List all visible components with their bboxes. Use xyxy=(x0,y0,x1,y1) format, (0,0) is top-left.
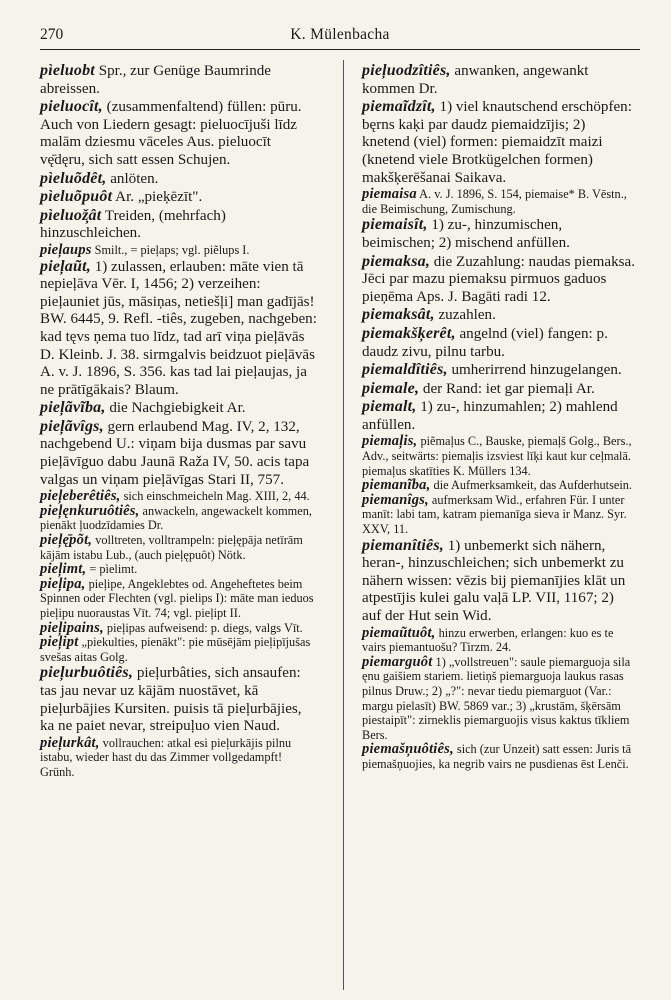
entry-definition: 1) zu-, hinzumahlen; 2) mahlend anfüllen. xyxy=(362,399,618,433)
entry-definition: 1) zu-, hinzumischen, beimischen; 2) mischend anfüllen. xyxy=(362,217,570,251)
entry-headword: piemaksât, xyxy=(362,306,435,324)
dictionary-entry xyxy=(40,489,318,504)
entry-headword: pieļimt, xyxy=(40,561,87,578)
dictionary-entry xyxy=(362,626,636,655)
dictionary-entry xyxy=(40,188,318,207)
entry-definition: Ar. „pieķēzīt". xyxy=(112,189,203,206)
entry-definition: anlöten. xyxy=(106,170,159,187)
entry-headword: piemašņuôtiês, xyxy=(362,741,454,758)
dictionary-entry xyxy=(40,736,318,780)
entry-definition: volltreten, volltrampeln: pieļępāja netīrām kājām istabu Lub., (auch pieļępuôt) Nötk. xyxy=(40,533,303,562)
entry-headword: pieļurbuôtiês, xyxy=(40,664,134,682)
entry-headword: piemaldîtiês, xyxy=(362,361,448,379)
dictionary-entry xyxy=(40,170,318,189)
dictionary-entry xyxy=(362,306,636,325)
entry-headword: piemalt, xyxy=(362,398,417,416)
entry-headword: pieļãvîgs, xyxy=(40,417,104,435)
dictionary-entry xyxy=(362,325,636,361)
header-rule xyxy=(40,49,640,50)
entry-definition: anwackeln, angewackelt kommen, pienākt ļuodzīdamies Dr. xyxy=(40,503,312,533)
entry-definition: sich (zur Unzeit) satt essen: Juris tā piemašņuojies, ka negrib vairs ne pusdienas ēst Lenči. xyxy=(362,742,632,771)
dictionary-entry xyxy=(40,258,318,400)
entry-headword: pieļeberêtiês, xyxy=(40,488,121,505)
page-number: 270 xyxy=(40,26,64,43)
dictionary-entry xyxy=(362,62,636,98)
dictionary-entry xyxy=(40,533,318,562)
entry-definition: Treiden, (mehrfach) hinzuschleichen. xyxy=(40,207,226,242)
dictionary-entry xyxy=(362,98,636,187)
dictionary-entry xyxy=(40,418,318,489)
entry-definition: zuzahlen. xyxy=(434,307,496,324)
entry-definition: die Aufmerksamkeit, das Aufderhutsein. xyxy=(430,478,632,493)
dictionary-entry xyxy=(362,434,636,478)
entry-definition: gern erlaubend Mag. IV, 2, 132, nachgebend U.: viņam bija dusmas par savu pieļāvīguo dabu Jaunā Raža IV, 50. acis tapa valgas un viņam pieļāvīgas Stari II, 757. xyxy=(40,418,310,488)
dictionary-entry xyxy=(40,62,318,98)
entry-definition: 1) unbemerkt sich nähern, heran-, hinzuschleichen; sich unbemerkt zu nähern wissen: vēzis bij piemanījies klāt un atpestījis kulei galu vaļā LP. VII, 1167; 2) auf der Hut sein Wid. xyxy=(362,537,626,624)
entry-headword: piemakšķerêt, xyxy=(362,324,456,342)
column-divider xyxy=(343,60,344,990)
dictionary-entry xyxy=(40,207,318,243)
dictionary-entry xyxy=(362,398,636,434)
entry-headword: pieļurkât, xyxy=(40,734,100,751)
entry-headword: pieļuodzîtiês, xyxy=(362,62,451,79)
dictionary-entry xyxy=(40,504,318,533)
dictionary-entry xyxy=(362,493,636,537)
entry-definition: die Zuzahlung: naudas piemaksa. Jēci par mazu piemaksu pirmuos gaduos pieņēma Aps. J. Bagāti radi 12. xyxy=(362,253,635,305)
right-column xyxy=(362,62,636,772)
entry-definition: die Nachgiebigkeit Ar. xyxy=(105,400,246,417)
entry-definition: der Rand: iet gar piemaļi Ar. xyxy=(419,380,595,397)
dictionary-entry xyxy=(362,478,636,493)
dictionary-entry xyxy=(362,216,636,252)
entry-headword: piemaĩdzît, xyxy=(362,98,436,116)
dictionary-entry xyxy=(362,380,636,399)
entry-headword: pieļę̄põt, xyxy=(40,532,93,549)
dictionary-entry xyxy=(40,635,318,664)
entry-headword: piemaisît, xyxy=(362,216,428,234)
entry-definition: anwanken, angewankt kommen Dr. xyxy=(362,63,589,97)
entry-headword: pìeluobt xyxy=(40,62,95,79)
entry-definition: Spr., zur Genüge Baumrinde abreissen. xyxy=(40,63,271,97)
entry-definition: vollrauchen: atkal esi pieļurkājis pilnu istabu, wieder hast du das Zimmer vollgedampft! Grünh. xyxy=(40,735,292,779)
entry-headword: piemanîtiês, xyxy=(362,536,444,554)
entry-headword: piemale, xyxy=(362,379,420,397)
dictionary-entry xyxy=(40,399,318,418)
entry-definition: 1) viel knautschend erschöpfen: bęrns kaķi par daudz piemaidzījis; 2) knetend (viel) formen: piemaidzīt maizi (knetend viele Brotkügelchen formen) makšķerēšanai Saikava. xyxy=(362,99,632,186)
entry-headword: pieļipt xyxy=(40,634,79,651)
entry-definition: pieļurbâties, sich ansaufen: tas jau nevar uz kājām nuostāvet, kā pieļurbājies Kursiten. puisis tā pieļurbājies, ka ne paiet nevar, streipuļuo vien Naud. xyxy=(40,665,302,735)
dictionary-entry xyxy=(40,562,318,577)
entry-definition: umherirrend hinzugelangen. xyxy=(447,362,622,379)
dictionary-entry xyxy=(362,187,636,216)
dictionary-entry xyxy=(40,577,318,621)
entry-headword: pieļipains, xyxy=(40,619,104,636)
entry-headword: piemaksa, xyxy=(362,252,431,270)
entry-definition: sich einschmeicheln Mag. XIII, 2, 44. xyxy=(120,489,310,504)
entry-headword: pieļipa, xyxy=(40,575,86,592)
entry-headword: pieļãvĩba, xyxy=(40,399,106,417)
entry-definition: pieļipe, Angeklebtes od. Angeheftetes beim Spinnen oder Flechten (vgl. pielips I): māte man ieduos pieļipu nuoraustas Vīt. 74; vgl. pieļipt II. xyxy=(40,576,314,620)
dictionary-entry xyxy=(362,537,636,626)
dictionary-entry xyxy=(40,98,318,169)
entry-headword: pieļaups xyxy=(40,241,92,258)
entry-headword: pieļaũt, xyxy=(40,257,91,275)
entry-headword: piemaũtuôt, xyxy=(362,624,436,641)
entry-headword: pieļęnkuruôtiês, xyxy=(40,502,140,519)
entry-headword: pìeluõdêt, xyxy=(40,169,107,187)
entry-definition: (zusammenfaltend) füllen: pūru. Auch von Liedern gesagt: pieluocījuši līdz malām dziesmu vāceles Aus. pieluocīt vę̄dęru, sich satt essen Schujen. xyxy=(40,99,302,168)
entry-definition: „piekulties, pienākt": pie mūsējām pieļipījušas svešas aitas Golg. xyxy=(40,635,311,664)
entry-headword: pìeluož̦ât xyxy=(40,206,102,224)
page-header xyxy=(40,26,640,46)
dictionary-entry xyxy=(362,655,636,743)
dictionary-entry xyxy=(362,361,636,380)
dictionary-entry xyxy=(40,664,318,735)
entry-headword: piemanĩba, xyxy=(362,477,431,494)
entry-headword: pìeluõpuôt xyxy=(40,188,113,206)
entry-headword: piemaisa xyxy=(362,186,417,203)
entry-definition: piẽmaļus C., Bauske, piemaļš Golg., Bers., Adv., seitwärts: piemaļis izsviest līķi kaut kur ceļmalā. piemaļus skatīties K. Müllers 134. xyxy=(362,434,632,478)
entry-headword: pieluocît, xyxy=(40,98,103,116)
dictionary-entry xyxy=(362,742,636,771)
entry-headword: piemarguôt xyxy=(362,653,433,670)
entry-definition: A. v. J. 1896, S. 154, piemaise* B. Vēstn., die Beimischung, Zumischung. xyxy=(362,187,627,216)
entry-definition: aufmerksam Wid., erfahren Für. I unter manīt: labi tam, katram piemanīga sieva ir Manz. Syr. XXV, 11. xyxy=(362,492,627,537)
entry-definition: pieļipas aufweisend: p. diegs, valgs Vīt. xyxy=(103,620,303,635)
entry-definition: = pìelimt. xyxy=(86,562,138,577)
entry-definition: 1) „vollstreuen": saule piemarguoja sila ęnu gaišiem stariem. lietiņš piemarguoja laukus rasas pilnus Druw.; 2) „?": nevar tiedu piemarguot (Var.: margu pielasīt) BW. 5869 var.; 3) „krustām, šķērsām piestaipīt": zirneklis piemarguojis visus kaktus tīkliem Bers. xyxy=(362,654,631,742)
dictionary-entry xyxy=(362,253,636,307)
left-column xyxy=(40,62,318,780)
entry-headword: piemaļis, xyxy=(362,433,418,450)
dictionary-entry xyxy=(40,621,318,636)
entry-definition: angelnd (viel) fangen: p. daudz zivu, pilnu tarbu. xyxy=(362,325,608,360)
dictionary-entry xyxy=(40,243,318,258)
entry-definition: Smilt., = pieļaps; vgl. piẽlups I. xyxy=(91,242,250,257)
running-title: K. Mülenbacha xyxy=(290,26,390,43)
entry-headword: piemanîgs, xyxy=(362,491,429,508)
entry-definition: 1) zulassen, erlauben: māte vien tā nepieļāva Vēr. I, 1456; 2) verzeihen: pieļauniet jūs, māsiņas, netiešļi] man gadījās! BW. 6445, 9. Refl. -tiês, zugeben, nachgeben: kad tęvs ņema tuo līdz, tad arī viņa pieļāvās D. Kleinb. J. 38. sirmgalvis beidzuot pieļāvās A. v. J. 1896, S. 356. kas tad lai pieļaujas, ja ne prātīgākais? Blaum. xyxy=(40,258,317,398)
entry-definition: hinzu erwerben, erlangen: kuo es te vairs piemantuošu? Tirzm. 24. xyxy=(362,625,614,655)
